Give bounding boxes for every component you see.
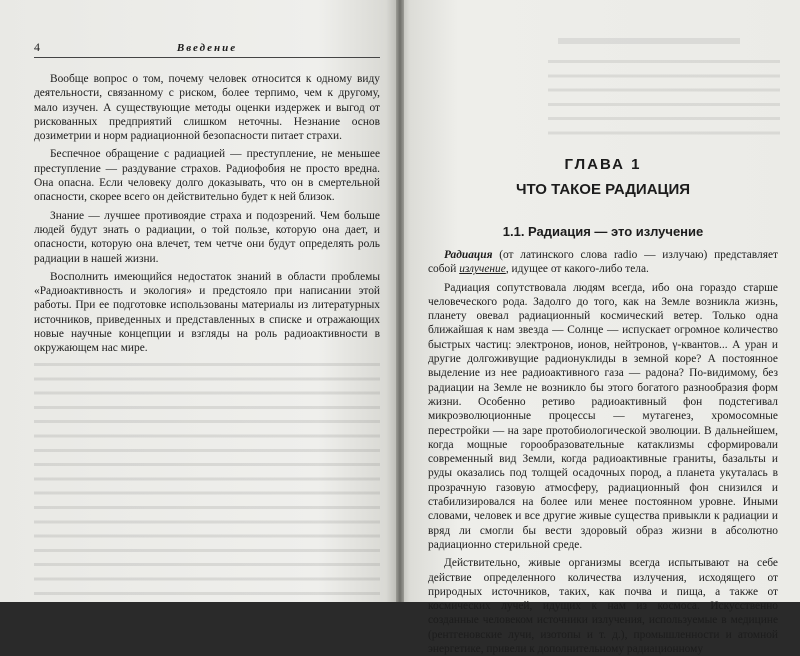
running-title: Введение	[176, 42, 238, 54]
right-body-text	[428, 248, 778, 656]
left-page	[0, 0, 398, 602]
paragraph: Действительно, живые организмы всегда испытывают на себе действие определенного количества излучения, исходящего от природных источников, таких, как почва и пища, а также от космических лучей, идущих к нам из космоса. Искусственно созданные человеком источники излучения, используемые в медицине (рентгеновские лучи, изотопы и т. д.), промышленности и атомной энергетике, привели к дополнительному радиационному	[428, 557, 778, 656]
emphasized-term: излучение	[459, 263, 506, 276]
page-number: 4	[34, 40, 40, 54]
definition-text: (от латинского слова radio — излучаю) представляет собой	[428, 249, 778, 276]
defined-term: Радиация	[444, 249, 493, 261]
section-title: 1.1. Радиация — это излучение	[502, 224, 704, 239]
show-through-texture	[558, 38, 740, 44]
paragraph: Вообще вопрос о том, почему человек относится к одному виду деятельности, связанному с риском, более терпимо, чем к другому, мало изучен. А существующие методы оценки издержек и выгод от рискованных предприятий слишком неточны. Незнание основ дозиметрии и норм радиационной безопасности питает страхи.	[34, 73, 380, 143]
show-through-texture	[548, 52, 780, 144]
show-through-texture	[34, 355, 380, 602]
paragraph: Беспечное обращение с радиацией — преступление, не меньшее преступление — раздувание страхов. Радиофобия не просто вредна. Она опасна. Если человеку долго доказывать, что он в смертельной опасности, скорее всего он действительно будет к ней близок.	[34, 148, 380, 204]
right-page	[398, 0, 800, 656]
paragraph: Знание — лучшее противоядие страха и подозрений. Чем больше людей будут знать о радиации, о той пользе, которую она дает, и опасности, которую она влечет, тем четче они будут определять роль радиации в нашей жизни.	[34, 209, 380, 265]
definition-paragraph	[428, 248, 778, 277]
chapter-title: ЧТО ТАКОЕ РАДИАЦИЯ	[515, 181, 691, 198]
book-gutter	[396, 0, 404, 602]
chapter-label: ГЛАВА 1	[564, 156, 642, 173]
running-head	[34, 40, 380, 58]
left-body-text	[34, 72, 380, 356]
paragraph: Восполнить имеющийся недостаток знаний в области проблемы «Радиоактивность и экология» и предстояло при написании этой работы. При ее подготовке использованы материалы из литературных источников, приведенных и представленных в списке и отражающих новые научные концепции и взгляды на роль радиоактивности в окружающем нас мире.	[34, 270, 380, 355]
definition-text: , идущее от какого-либо тела.	[505, 263, 649, 276]
paragraph: Радиация сопутствовала людям всегда, ибо она гораздо старше человеческого рода. Задолго до того, как на Земле возникла жизнь, планету овевал радиационный космический ветер. Только одна ближайшая к нам звезда — Солнце — испускает огромное количество быстрых частиц: электронов, ионов, нейтронов, γ-квантов... А уран и другие долгоживущие радионуклиды в земной коре? А постоянное выделение из нее радиоактивного газа — радона? По-видимому, без радиации на Земле не возникло бы этого богатого разнообразия форм жизни. Особенно ретиво радиоактивный фон подстегивал микроэволюционные процессы — мутагенез, хромосомные перестройки — на заре протобиологической эволюции. В дальнейшем, когда мощные горообразовательные катаклизмы сформировали современный вид Земли, когда радиоактивные граниты, базальты и руды оказались под толщей осадочных пород, а планета укуталась в прозрачную газовую атмосферу, радиационный фон снизился и стабилизировался на более или менее постоянном уровне. Иными словами, человек и все другие живые существа привыкли к радиации и вряд ли смогли бы вести здоровый образ жизни в абсолютно радиационно стерильной среде.	[428, 281, 778, 551]
